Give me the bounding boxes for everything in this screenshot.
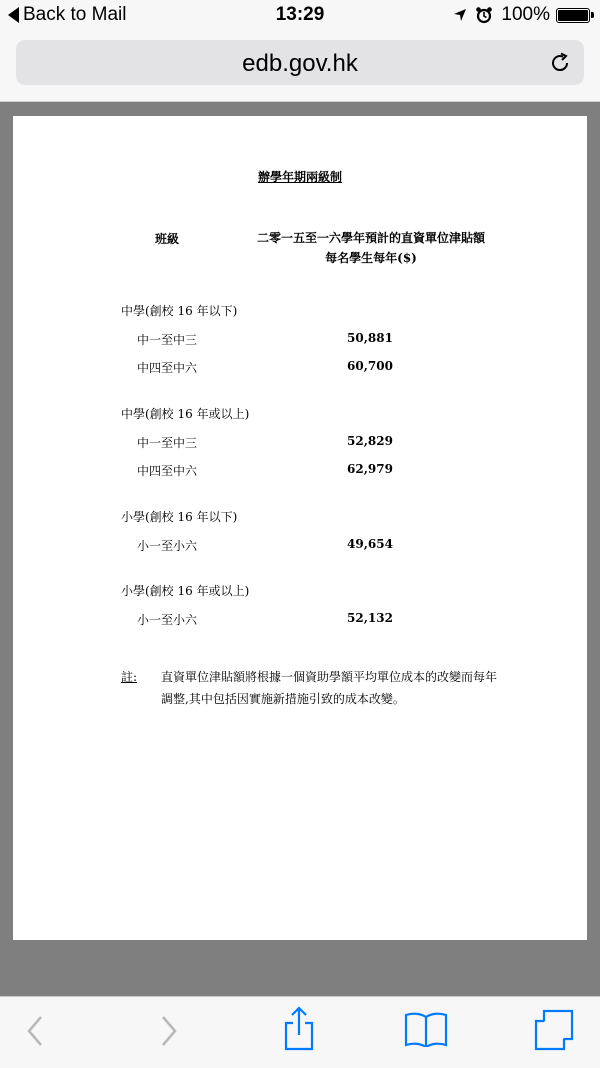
address-area [0, 34, 600, 102]
row-label: 小一至小六 [137, 613, 198, 627]
header-amount [231, 228, 511, 268]
section-heading: 小學(創校 16 年或以上) [121, 584, 250, 598]
doc-title [13, 168, 587, 185]
row-label: 中一至中三 [137, 333, 198, 347]
row-label: 中四至中六 [137, 361, 198, 375]
note-label: 註: [121, 670, 138, 684]
row-value: 52,829 [347, 434, 393, 448]
document-content [13, 116, 587, 940]
status-bar [0, 0, 600, 34]
alarm-clock-icon [475, 6, 493, 24]
status-time: 13:29 [275, 4, 325, 25]
battery-icon [556, 8, 590, 23]
bookmarks-icon[interactable] [404, 1011, 448, 1047]
note-text: 直資單位津貼額將根據一個資助學額平均單位成本的改變而每年調整,其中包括因實施新措施引致的成本改變。 [161, 670, 498, 706]
section-heading: 中學(創校 16 年以下) [121, 304, 238, 318]
header-amount-line2: 每名學生每年($) [325, 251, 417, 265]
reload-icon[interactable] [548, 51, 572, 75]
section-heading: 小學(創校 16 年以下) [121, 510, 238, 524]
row-value: 60,700 [347, 359, 393, 373]
address-bar[interactable] [16, 40, 584, 85]
status-right [453, 4, 590, 26]
back-to-mail-label: Back to Mail [23, 4, 127, 25]
share-icon[interactable] [282, 1005, 316, 1053]
battery-percent: 100% [501, 4, 550, 25]
row-value: 49,654 [347, 537, 393, 551]
document-viewer[interactable] [0, 102, 600, 996]
back-icon[interactable] [24, 1013, 46, 1049]
row-value: 52,132 [347, 611, 393, 625]
bottom-toolbar [0, 996, 600, 1068]
header-amount-line1: 二零一五至一六學年預計的直資單位津貼額 [256, 231, 485, 245]
section-heading: 中學(創校 16 年或以上) [121, 407, 250, 421]
row-label: 中一至中三 [137, 436, 198, 450]
tabs-icon[interactable] [532, 1009, 576, 1051]
header-class: 班級 [155, 232, 180, 246]
document-page [13, 116, 587, 940]
doc-title-text: 辦學年期兩級制 [257, 170, 342, 184]
row-value: 62,979 [347, 462, 393, 476]
row-label: 小一至小六 [137, 539, 198, 553]
row-value: 50,881 [347, 331, 393, 345]
location-arrow-icon [453, 8, 467, 22]
row-label: 中四至中六 [137, 464, 198, 478]
forward-icon[interactable] [158, 1013, 180, 1049]
url-text: edb.gov.hk [242, 50, 358, 77]
